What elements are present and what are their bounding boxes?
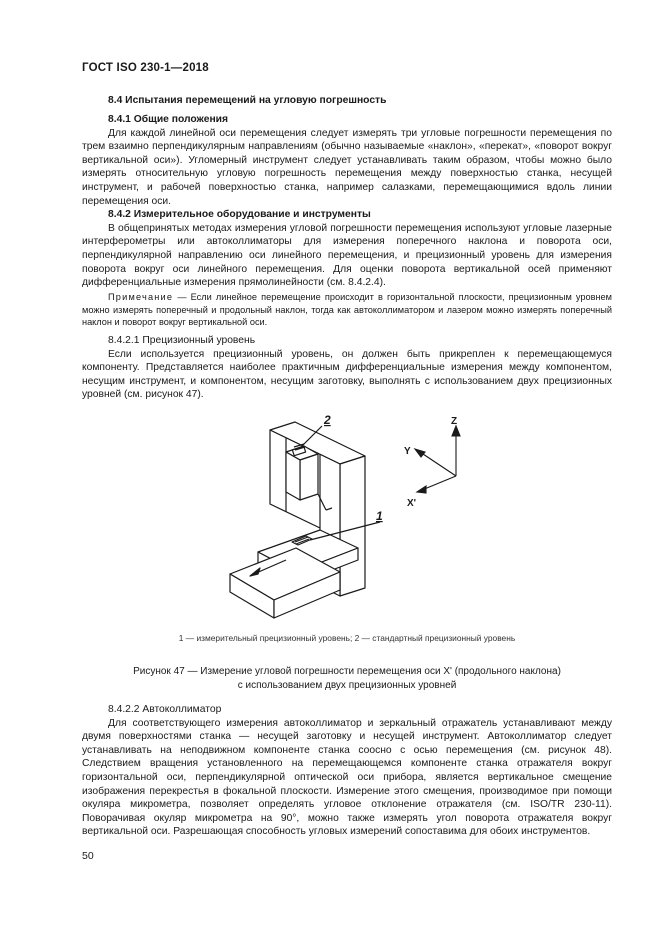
s8421-title: 8.4.2.1 Прецизионный уровень	[108, 335, 256, 346]
coordinate-axes	[415, 426, 460, 493]
axis-z-label: Z	[451, 416, 458, 427]
axis-x-label: X'	[407, 498, 417, 509]
s841-text: Для каждой линейной оси перемещения следует измерять три угловые погрешности перемещения по трем взаимно перпендикулярным направлениям (обычно называемые «наклон», «перекат», «поворот вокруг вертикальной оси»). Угломерный инструмент следует устанавливать таким образом, чтобы можно было измерять относительную угловую погрешность перемещения между поверхностью станка, несущей инструмент, и рабочей поверхностью станка, например салазками, перемещающимися вдоль линии перемещения оси.	[82, 127, 612, 207]
note-paragraph	[82, 291, 612, 329]
section-8-4-2-2	[82, 703, 612, 839]
document-header: ГОСТ ISO 230-1—2018	[82, 62, 209, 74]
section-title: 8.4 Испытания перемещений на угловую погрешность	[108, 95, 387, 106]
s8422-title: 8.4.2.2 Автоколлиматор	[108, 704, 222, 715]
section-8-4-1	[82, 113, 612, 290]
note-block	[82, 291, 612, 329]
figure-label-1: 1	[376, 509, 383, 523]
figure-caption	[82, 665, 612, 692]
figure-legend: 1 — измерительный прецизионный уровень; 2 — стандартный прецизионный уровень	[178, 633, 516, 643]
axis-x-line	[422, 476, 456, 490]
axis-z-arrow-icon	[452, 426, 460, 436]
section-8-4-2-1	[82, 334, 612, 402]
axis-y-arrow-icon	[415, 449, 425, 457]
s8422-text: Для соответствующего измерения автоколлиматор и зеркальный отражатель устанавливают между двумя поверхностями станка — несущей заготовку и несущей инструмент. Автоколлиматор следует устанавливать на неподвижном компоненте станка соосно с осью перемещения (см. рисунок 48). Следствием вращения установленного на перемещающемся компоненте станка отражателя вокруг горизонтальной оси, перпендикулярной оптической оси прибора, является вертикальное смещение изображения перекрестья в фокальной плоскости. Измерение этого смещения, производимое при помощи окуляра микрометра, позволяет определять угловое отклонение отражателя (см. ISO/TR 230-11). Поворачивая окуляр микрометра на 90°, можно также измерять угол поворота отражателя вокруг вертикальной оси. Разрешающая способность угловых измерений сопоставима для обоих инструментов.	[82, 717, 612, 838]
caption-line-2: с использованием двух прецизионных уровней	[237, 679, 457, 691]
section-8-4	[82, 94, 612, 108]
s841-title: 8.4.1 Общие положения	[108, 114, 228, 125]
caption-line-1: Рисунок 47 — Измерение угловой погрешности перемещения оси X' (продольного наклона)	[133, 666, 561, 677]
axis-y-label: Y	[404, 446, 411, 457]
note-text: — Если линейное перемещение происходит в горизонтальной плоскости, прецизионным уровнем можно измерять поперечный и продольный наклон, тогда как автоколлиматором и лазером можно измерять поперечный наклон и поворот вокруг вертикальной оси.	[82, 292, 612, 328]
page-number: 50	[82, 850, 94, 862]
figure-47-drawing	[200, 412, 490, 622]
axis-y-line	[420, 452, 456, 476]
figure-label-2: 2	[324, 413, 331, 427]
s842-text: В общепринятых методах измерения угловой погрешности перемещения используют угловые лазерные интерферометры или автоколлиматоры для измерения поперечного наклона и поворота оси, перпендикулярной направлению оси линейного перемещения, и прецизионный уровень для измерения поворота вокруг оси линейного перемещения. Для оценки поворота вертикальной осей применяют дифференциальные измерения прямолинейности (см. 8.4.2.4).	[82, 222, 612, 289]
s842-title: 8.4.2 Измерительное оборудование и инструменты	[108, 209, 371, 221]
note-label: Примечание	[108, 292, 174, 302]
s8421-text: Если используется прецизионный уровень, он должен быть прикреплен к перемещающемуся компоненту. Представляется наиболее практичным дифференциальные измерения между компонентом, несущим инструмент, и компонентом, несущим заготовку, выполнять с использованием двух прецизионных уровней (см. рисунок 47).	[82, 348, 612, 401]
axis-x-arrow-icon	[417, 486, 426, 493]
